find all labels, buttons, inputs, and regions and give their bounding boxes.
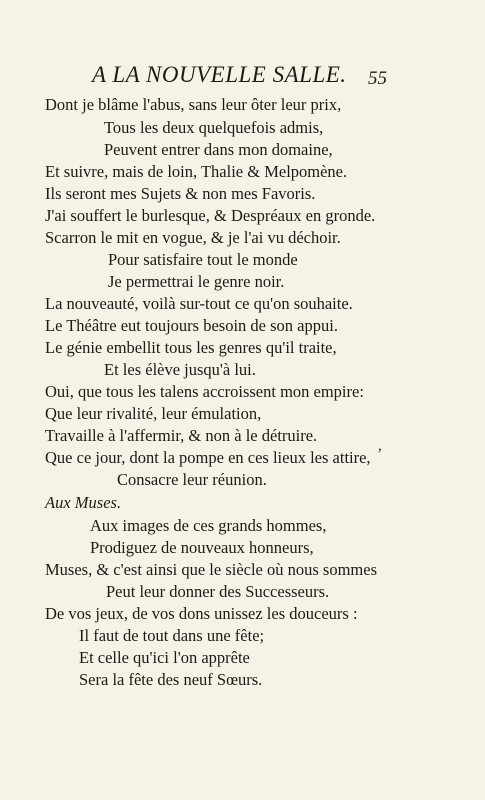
verse-line: Et les élève jusqu'à lui. [104, 360, 256, 379]
verse-line: Je permettrai le genre noir. [108, 272, 285, 291]
verse-line: Tous les deux quelquefois admis, [104, 118, 324, 137]
verse-line: Oui, que tous les talens accroissent mon empire: [45, 382, 364, 401]
running-head [0, 58, 485, 90]
verse-line: Muses, & c'est ainsi que le siècle où nous sommes [45, 560, 378, 579]
verse-line: Aux images de ces grands hommes, [90, 516, 327, 535]
verse-line: Prodiguez de nouveaux honneurs, [90, 538, 314, 557]
verse-line: La nouveauté, voilà sur-tout ce qu'on souhaite. [45, 294, 353, 313]
verse-line: Que ce jour, dont la pompe en ces lieux les attire, [45, 448, 371, 467]
verse-line: Ils seront mes Sujets & non mes Favoris. [45, 184, 316, 203]
verse-line: Et suivre, mais de loin, Thalie & Melpomène. [45, 162, 348, 181]
verse-line: Et celle qu'ici l'on apprête [79, 648, 250, 667]
verse-line: Peut leur donner des Successeurs. [106, 582, 330, 601]
verse-line: Scarron le mit en vogue, & je l'ai vu déchoir. [45, 228, 341, 247]
verse-line: J'ai souffert le burlesque, & Despréaux en gronde. [45, 206, 376, 225]
verse-line: Le génie embellit tous les genres qu'il traite, [45, 338, 337, 357]
verse-line: Pour satisfaire tout le monde [108, 250, 298, 269]
verse-line: Il faut de tout dans une fête; [79, 626, 265, 645]
verse-line: De vos jeux, de vos dons unissez les douceurs : [45, 604, 358, 623]
verse-line: Que leur rivalité, leur émulation, [45, 404, 262, 423]
page-number: 55 [368, 68, 387, 89]
verse-line: Peuvent entrer dans mon domaine, [104, 140, 333, 159]
speaker-direction: Aux Muses. [45, 493, 122, 512]
verse-line: Sera la fête des neuf Sœurs. [79, 670, 263, 689]
margin-mark: , [378, 438, 382, 454]
verse-line: Dont je blâme l'abus, sans leur ôter leur prix, [45, 95, 342, 114]
verse-line: Consacre leur réunion. [117, 470, 267, 489]
running-title: A LA NOUVELLE SALLE. [92, 62, 347, 87]
verse-line: Le Théâtre eut toujours besoin de son appui. [45, 316, 338, 335]
verse-line: Travaille à l'affermir, & non à le détruire. [45, 426, 318, 445]
